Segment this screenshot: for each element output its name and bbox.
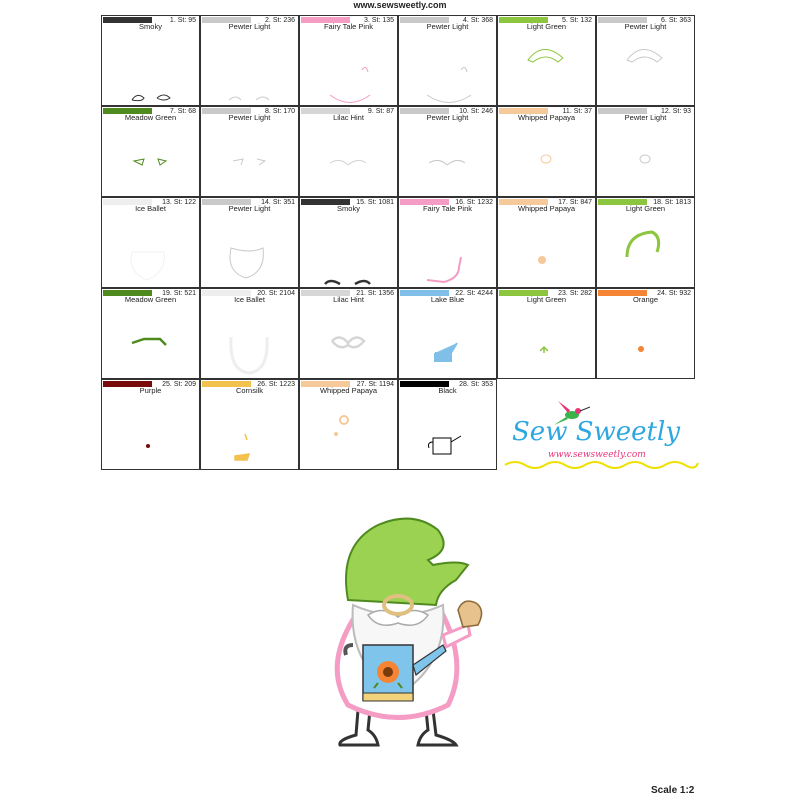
color-stitch-label: 21. St: 1356 xyxy=(356,290,394,297)
color-name: Lilac Hint xyxy=(333,113,364,122)
scale-label: Scale 1:2 xyxy=(651,785,695,796)
gnome-design-preview xyxy=(318,505,488,755)
color-stitch-label: 25. St: 209 xyxy=(162,381,196,388)
stitch-preview-thumbnail xyxy=(399,212,496,288)
color-name: Meadow Green xyxy=(124,295,177,304)
stitch-preview-thumbnail xyxy=(597,121,694,197)
color-stitch-label: 6. St: 363 xyxy=(661,17,691,24)
color-cell xyxy=(200,15,299,106)
color-name: Purple xyxy=(139,386,162,395)
color-stitch-label: 12. St: 93 xyxy=(661,108,691,115)
stitch-preview-thumbnail xyxy=(102,212,199,288)
color-stitch-label: 9. St: 87 xyxy=(367,108,394,115)
color-cell xyxy=(200,379,299,470)
color-name: Pewter Light xyxy=(426,113,469,122)
color-name: Smoky xyxy=(139,22,162,31)
color-cell xyxy=(299,197,398,288)
color-cell xyxy=(299,379,398,470)
color-cell xyxy=(398,197,497,288)
color-name: Light Green xyxy=(526,295,567,304)
stitch-preview-thumbnail xyxy=(102,30,199,106)
color-cell xyxy=(398,379,497,470)
color-stitch-label: 11. St: 37 xyxy=(562,108,592,115)
color-stitch-label: 15. St: 1081 xyxy=(356,199,394,206)
color-stitch-label: 19. St: 521 xyxy=(162,290,196,297)
color-cell xyxy=(596,288,695,379)
color-cell xyxy=(497,15,596,106)
gnome-hat xyxy=(346,519,468,605)
stitch-preview-thumbnail xyxy=(597,30,694,106)
color-name: Light Green xyxy=(625,204,666,213)
color-stitch-label: 14. St: 351 xyxy=(261,199,295,206)
color-name: Light Green xyxy=(526,22,567,31)
stitch-preview-thumbnail xyxy=(102,394,199,470)
stitch-preview-thumbnail xyxy=(201,121,298,197)
color-name: Pewter Light xyxy=(228,22,271,31)
color-stitch-label: 2. St: 236 xyxy=(265,17,295,24)
color-name: Orange xyxy=(632,295,659,304)
stitch-preview-thumbnail xyxy=(498,30,595,106)
logo-brand-text: Sew Sweetly xyxy=(512,417,681,447)
logo-wave-line xyxy=(505,462,698,468)
stitch-preview-thumbnail xyxy=(300,30,397,106)
color-name: Lake Blue xyxy=(430,295,465,304)
color-name: Smoky xyxy=(337,204,360,213)
color-cell xyxy=(200,197,299,288)
stitch-preview-thumbnail xyxy=(102,303,199,379)
stitch-preview-thumbnail xyxy=(300,394,397,470)
site-url-header[interactable]: www.sewsweetly.com xyxy=(353,0,447,10)
gnome-hand xyxy=(458,601,482,627)
sew-sweetly-logo xyxy=(500,395,700,475)
color-name: Pewter Light xyxy=(624,22,667,31)
color-name: Whipped Papaya xyxy=(319,386,378,395)
color-name: Pewter Light xyxy=(624,113,667,122)
logo-url-text: www.sewsweetly.com xyxy=(548,450,646,460)
color-cell xyxy=(596,15,695,106)
color-stitch-label: 23. St: 282 xyxy=(558,290,592,297)
stitch-preview-thumbnail xyxy=(498,121,595,197)
stitch-preview-thumbnail xyxy=(300,121,397,197)
color-name: Lilac Hint xyxy=(333,295,364,304)
color-cell xyxy=(299,106,398,197)
color-stitch-label: 13. St: 122 xyxy=(162,199,196,206)
color-cell xyxy=(596,106,695,197)
color-cell xyxy=(398,106,497,197)
color-cell xyxy=(101,15,200,106)
color-cell xyxy=(200,106,299,197)
color-stitch-label: 1. St: 95 xyxy=(169,17,196,24)
color-name: Whipped Papaya xyxy=(517,204,576,213)
color-name: Ice Ballet xyxy=(234,295,265,304)
color-stitch-label: 18. St: 1813 xyxy=(653,199,691,206)
color-cell xyxy=(101,106,200,197)
color-cell xyxy=(101,197,200,288)
stitch-preview-thumbnail xyxy=(102,121,199,197)
color-cell xyxy=(299,15,398,106)
stitch-preview-thumbnail xyxy=(597,212,694,288)
color-cell xyxy=(299,288,398,379)
stitch-preview-thumbnail xyxy=(597,303,694,379)
color-stitch-label: 22. St: 4244 xyxy=(455,290,493,297)
stitch-preview-thumbnail xyxy=(201,394,298,470)
color-stitch-label: 17. St: 847 xyxy=(558,199,592,206)
stitch-preview-thumbnail xyxy=(498,212,595,288)
color-stitch-label: 24. St: 932 xyxy=(657,290,691,297)
color-cell xyxy=(200,288,299,379)
color-name: Whipped Papaya xyxy=(517,113,576,122)
stitch-preview-thumbnail xyxy=(399,303,496,379)
color-name: Ice Ballet xyxy=(135,204,166,213)
color-cell xyxy=(398,288,497,379)
color-name: Fairy Tale Pink xyxy=(323,22,374,31)
stitch-preview-thumbnail xyxy=(201,212,298,288)
color-stitch-label: 10. St: 246 xyxy=(459,108,493,115)
color-stitch-label: 27. St: 1194 xyxy=(356,381,394,388)
color-stitch-label: 3. St: 135 xyxy=(364,17,394,24)
color-cell xyxy=(101,379,200,470)
color-stitch-label: 4. St: 368 xyxy=(463,17,493,24)
color-cell xyxy=(497,106,596,197)
stitch-preview-thumbnail xyxy=(399,30,496,106)
color-stitch-label: 5. St: 132 xyxy=(562,17,592,24)
color-name: Fairy Tale Pink xyxy=(422,204,473,213)
stitch-preview-thumbnail xyxy=(300,212,397,288)
color-stitch-label: 20. St: 2104 xyxy=(257,290,295,297)
watering-can-base xyxy=(363,693,413,701)
stitch-preview-thumbnail xyxy=(201,30,298,106)
stitch-preview-thumbnail xyxy=(498,303,595,379)
stitch-preview-thumbnail xyxy=(399,121,496,197)
stitch-preview-thumbnail xyxy=(201,303,298,379)
color-cell xyxy=(497,197,596,288)
color-cell xyxy=(398,15,497,106)
color-cell xyxy=(497,288,596,379)
color-name: Meadow Green xyxy=(124,113,177,122)
color-stitch-label: 28. St: 353 xyxy=(459,381,493,388)
stitch-preview-thumbnail xyxy=(300,303,397,379)
color-cell xyxy=(596,197,695,288)
color-name: Black xyxy=(438,386,457,395)
color-name: Cornsilk xyxy=(235,386,264,395)
color-stitch-label: 16. St: 1232 xyxy=(455,199,493,206)
stitch-preview-thumbnail xyxy=(399,394,496,470)
color-name: Pewter Light xyxy=(228,204,271,213)
color-cell xyxy=(101,288,200,379)
color-stitch-label: 8. St: 170 xyxy=(265,108,295,115)
color-name: Pewter Light xyxy=(228,113,271,122)
color-stitch-label: 26. St: 1223 xyxy=(257,381,295,388)
color-stitch-label: 7. St: 68 xyxy=(169,108,196,115)
color-name: Pewter Light xyxy=(426,22,469,31)
